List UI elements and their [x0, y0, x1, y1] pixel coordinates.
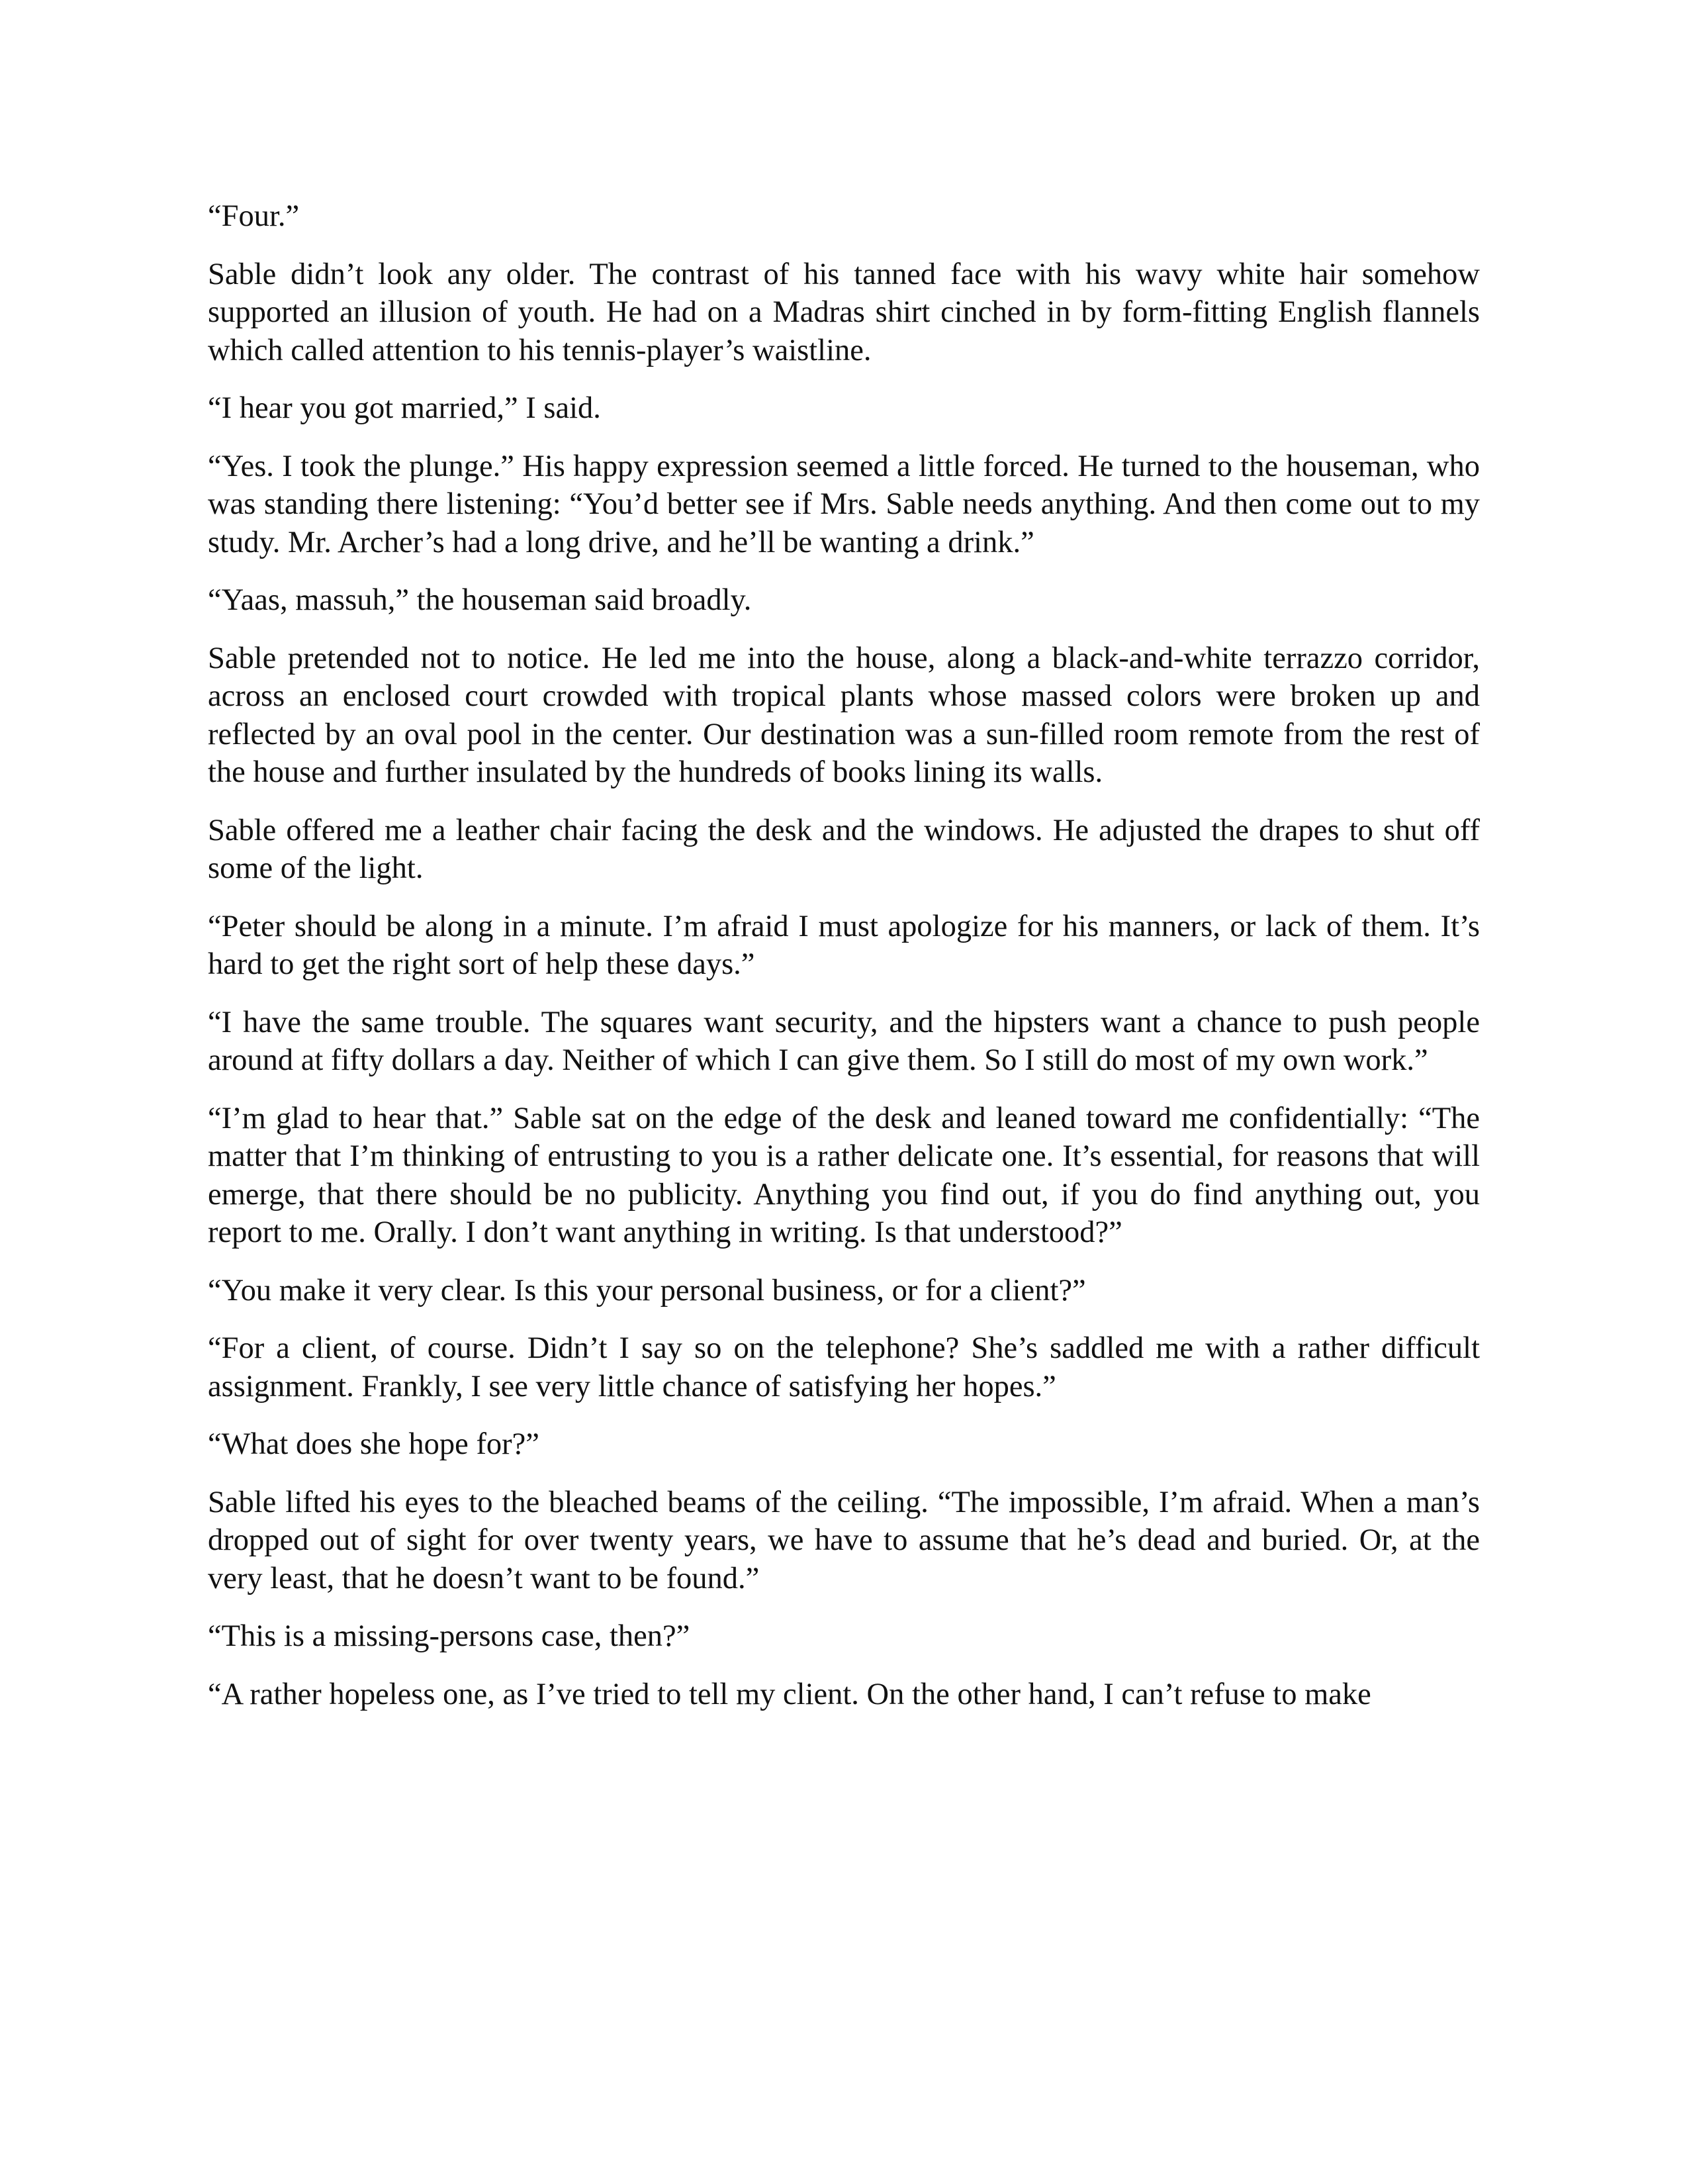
paragraph: “I hear you got married,” I said.: [208, 391, 601, 425]
text-body: [208, 197, 1480, 1733]
paragraph: “This is a missing-persons case, then?”: [208, 1619, 690, 1653]
paragraph: Sable lifted his eyes to the bleached beams of the ceiling. “The impossible, I’m afraid. When a man’s dropped out of sight for over twenty years, we have to assume that he’s dead and buried. Or, at the very least, that he doesn’t want to be found.”: [208, 1485, 1480, 1595]
paragraph: “For a client, of course. Didn’t I say so on the telephone? She’s saddled me with a rather difficult assignment. Frankly, I see very little chance of satisfying her hopes.”: [208, 1331, 1480, 1403]
paragraph: “Four.”: [208, 199, 300, 233]
paragraph: “Yaas, massuh,” the houseman said broadly.: [208, 583, 752, 617]
paragraph: Sable offered me a leather chair facing the desk and the windows. He adjusted the drapes to shut off some of the light.: [208, 813, 1480, 885]
paragraph: “Peter should be along in a minute. I’m afraid I must apologize for his manners, or lack of them. It’s hard to get the right sort of help these days.”: [208, 909, 1480, 981]
paragraph: “Yes. I took the plunge.” His happy expression seemed a little forced. He turned to the houseman, who was standing there listening: “You’d better see if Mrs. Sable needs anything. And then come out to my study. Mr. Archer’s had a long drive, and he’ll be wanting a drink.”: [208, 449, 1480, 559]
paragraph: Sable didn’t look any older. The contrast of his tanned face with his wavy white hair somehow supported an illusion of youth. He had on a Madras shirt cinched in by form-fitting English flannels which called attention to his tennis-player’s waistline.: [208, 257, 1480, 367]
paragraph: “What does she hope for?”: [208, 1427, 539, 1461]
paragraph: “I’m glad to hear that.” Sable sat on the edge of the desk and leaned toward me confidentially: “The matter that I’m thinking of entrusting to you is a rather delicate one. It’s essential, for reasons that will emerge, that there should be no publicity. Anything you find out, if you do find anything out, you report to me. Orally. I don’t want anything in writing. Is that understood?”: [208, 1101, 1480, 1249]
paragraph: “A rather hopeless one, as I’ve tried to tell my client. On the other hand, I can’t refuse to make: [208, 1677, 1371, 1711]
paragraph: “You make it very clear. Is this your personal business, or for a client?”: [208, 1273, 1086, 1307]
paragraph: Sable pretended not to notice. He led me into the house, along a black-and-white terrazzo corridor, across an enclosed court crowded with tropical plants whose massed colors were broken up and reflected by an oval pool in the center. Our destination was a sun-filled room remote from the rest of the house and further insulated by the hundreds of books lining its walls.: [208, 641, 1480, 789]
paragraph: “I have the same trouble. The squares want security, and the hipsters want a chance to push people around at fifty dollars a day. Neither of which I can give them. So I still do most of my own work.”: [208, 1005, 1480, 1077]
